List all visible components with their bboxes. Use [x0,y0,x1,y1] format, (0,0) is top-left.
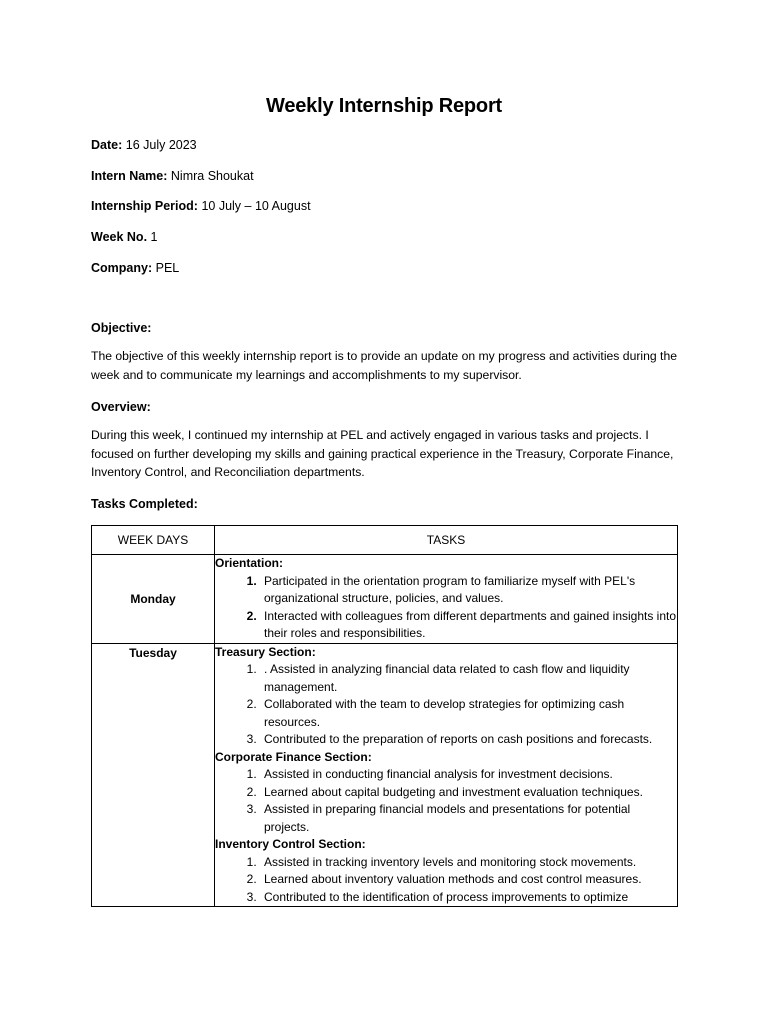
intern-name-field [91,168,254,184]
intern-name-label: Intern Name: [91,169,168,183]
date-field [91,137,197,153]
list-item: 2. Collaborated with the team to develop strategies for optimizing cash resources. [260,696,677,731]
table-row [92,643,678,907]
list-item: 2. Interacted with colleagues from different departments and gained insights into their roles and responsibilities. [260,608,677,643]
date-label: Date: [91,138,123,152]
internship-period-label: Internship Period: [91,199,198,213]
list-item: 1. Participated in the orientation program to familiarize myself with PEL's organizational structure, policies, and values. [260,573,677,608]
inventory-control-section-heading: Inventory Control Section: [215,837,366,851]
monday-tasks-cell [215,555,678,644]
corporate-finance-section-heading: Corporate Finance Section: [215,749,372,764]
internship-period-field [91,198,311,214]
week-days-header: WEEK DAYS [92,526,215,555]
tuesday-tasks-cell [215,643,678,907]
company-field [91,260,179,276]
tasks-header: TASKS [215,526,678,555]
tuesday-cell: Tuesday [92,643,215,907]
treasury-section-heading: Treasury Section: [215,644,316,659]
table-header-row [92,526,678,555]
tasks-table [91,525,678,907]
treasury-list [215,661,677,749]
inventory-control-list [215,854,677,907]
corporate-finance-list [215,766,677,836]
objective-text: The objective of this weekly internship report is to provide an update on my progress and activities during the week and to communicate my learnings and accomplishments to my supervisor. [91,349,677,382]
overview-heading: Overview: [91,400,151,414]
week-no-value: 1 [150,230,158,244]
date-value: 16 July 2023 [125,138,197,152]
week-no-field [91,229,157,245]
report-title: Weekly Internship Report [266,95,502,117]
list-item: 1. Assisted in tracking inventory levels and monitoring stock movements. [260,854,677,872]
week-no-label: Week No. [91,230,148,244]
list-item: 2. Learned about inventory valuation methods and cost control measures. [260,871,677,889]
monday-cell: Monday [92,555,215,644]
list-item: 3. Assisted in preparing financial models and presentations for potential projects. [260,801,677,836]
company-label: Company: [91,261,153,275]
list-item: 3. Contributed to the preparation of reports on cash positions and forecasts. [260,731,677,749]
overview-text: During this week, I continued my internship at PEL and actively engaged in various tasks and projects. I focused on further developing my skills and gaining practical experience in the Treasury, Corporate Finance, Inventory Control, and Reconciliation departments. [91,428,674,479]
company-value: PEL [155,261,180,275]
tasks-completed-heading: Tasks Completed: [91,497,198,511]
intern-name-value: Nimra Shoukat [170,169,254,183]
orientation-heading: Orientation: [215,556,283,570]
list-item: 2. Learned about capital budgeting and investment evaluation techniques. [260,784,677,802]
objective-heading: Objective: [91,321,152,335]
list-item: 1. . Assisted in analyzing financial data related to cash flow and liquidity management. [260,661,677,696]
orientation-list [215,573,677,643]
table-row [92,555,678,644]
list-item: 1. Assisted in conducting financial analysis for investment decisions. [260,766,677,784]
internship-period-value: 10 July – 10 August [201,199,311,213]
list-item: 3. Contributed to the identification of process improvements to optimize [260,889,677,907]
